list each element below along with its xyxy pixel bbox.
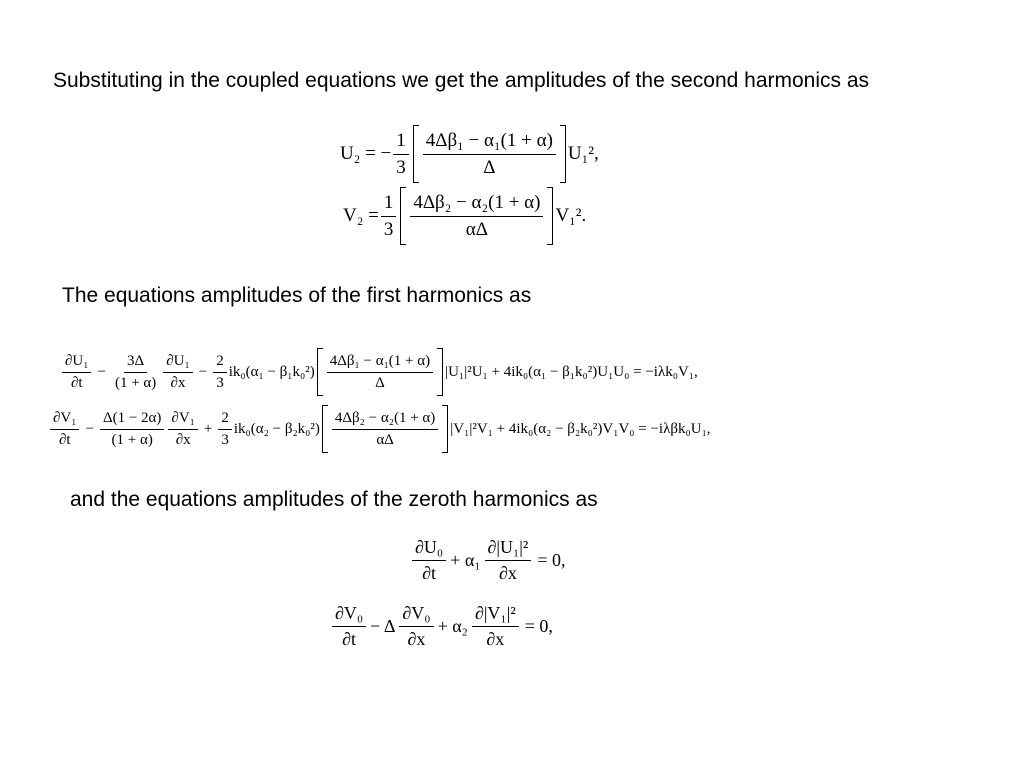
eq-v1-k-num: 2: [218, 410, 232, 430]
eq-u0-dt: [412, 537, 446, 584]
eq-v1-op2: +: [203, 420, 213, 437]
eq-v1-op1: −: [85, 420, 94, 437]
eq-u0-dx-num: ∂|U₁|²: [485, 537, 532, 561]
eq-v1-coef: [100, 410, 164, 449]
eq-v0-dx-den: ∂x: [407, 628, 426, 649]
eq-u1-tail: |U₁|²U₁ + 4ik₀(α₁ − β₁k₀²)U₁U₀ = −iλk₀V₁,: [445, 363, 698, 380]
eq-v0-dx2: [472, 603, 519, 650]
eq-v0-dx: [399, 603, 433, 650]
eq-v1-dt-num: ∂V₁: [50, 410, 79, 430]
zeroth-harmonics-text: and the equations amplitudes of the zeroth harmonics as: [70, 488, 598, 511]
right-bracket: [437, 348, 443, 396]
equation-u2: [340, 122, 599, 186]
eq-u1-k: [213, 353, 227, 392]
eq-v1-k: [218, 410, 232, 449]
equation-v1: [48, 401, 711, 457]
equation-v0: [330, 598, 553, 654]
eq-v2-num: 4Δβ₂ − α₂(1 + α): [410, 192, 543, 217]
eq-u1-dx-den: ∂x: [170, 374, 186, 391]
eq-v1-bracket-fraction: [332, 410, 438, 449]
eq-v1-b-den: αΔ: [376, 431, 394, 448]
eq-u1-coef: [112, 353, 159, 392]
eq-v1-k-den: 3: [221, 431, 229, 448]
eq-u1-mid: ik₀(α₁ − β₁k₀²): [228, 363, 315, 380]
eq-v0-dt-num: ∂V₀: [332, 603, 366, 627]
eq-v1-dx-num: ∂V₁: [168, 410, 197, 430]
eq-v1-dt-den: ∂t: [58, 431, 71, 448]
right-bracket: [547, 187, 553, 245]
eq-v1-coef-den: (1 + α): [111, 431, 153, 448]
eq-u1-coef-den: (1 + α): [114, 374, 157, 391]
eq-v1-mid: ik₀(α₂ − β₂k₀²): [233, 420, 320, 437]
eq-u1-dt: [62, 353, 91, 392]
eq-v1-b-num: 4Δβ₂ − α₂(1 + α): [332, 410, 438, 430]
eq-v1-coef-num: Δ(1 − 2α): [100, 410, 164, 430]
eq-v0-dt: [332, 603, 366, 650]
eq-u0-tail: = 0,: [537, 549, 566, 570]
equation-u0: [410, 532, 565, 588]
left-bracket: [317, 348, 323, 396]
equation-u1: [60, 344, 698, 400]
eq-u1-dt-num: ∂U₁: [62, 353, 91, 373]
eq-v0-tail: = 0,: [524, 615, 553, 636]
eq-u1-k-den: 3: [216, 374, 224, 391]
eq-u2-tail: U₁²,: [567, 143, 599, 164]
eq-u1-op2: −: [198, 363, 208, 380]
eq-v1-dx-den: ∂x: [175, 431, 191, 448]
eq-u2-coef-num: 1: [393, 130, 409, 155]
eq-u0-dx: [485, 537, 532, 584]
eq-u2-coef-den: 3: [396, 156, 406, 178]
eq-u2-den: Δ: [483, 156, 496, 178]
eq-v0-dx2-num: ∂|V₁|²: [472, 603, 519, 627]
eq-u1-bracket-fraction: [327, 353, 433, 392]
eq-v1-dx: [168, 410, 197, 449]
eq-v2-coef: [381, 192, 397, 241]
first-harmonics-text: The equations amplitudes of the first harmonics as: [62, 284, 532, 307]
left-bracket: [322, 405, 328, 453]
eq-u0-dx-den: ∂x: [498, 562, 517, 583]
eq-v0-mid1: − Δ: [370, 615, 396, 636]
eq-u0-dt-den: ∂t: [422, 562, 437, 583]
eq-v2-coef-num: 1: [381, 192, 397, 217]
eq-v0-mid2: + α₂: [437, 615, 468, 636]
eq-u2-lhs: U₂ = −: [340, 143, 392, 164]
eq-u1-b-den: Δ: [375, 374, 385, 391]
left-bracket: [400, 187, 406, 245]
eq-v2-tail: V₁².: [555, 205, 587, 226]
eq-v2-den: αΔ: [465, 218, 488, 240]
intro-text: Substituting in the coupled equations we get the amplitudes of the second harmonics as: [53, 69, 870, 92]
eq-u0-mid: + α₁: [450, 549, 481, 570]
eq-u1-dx-num: ∂U₁: [163, 353, 192, 373]
eq-u1-coef-num: 3Δ: [124, 353, 147, 373]
eq-u1-b-num: 4Δβ₁ − α₁(1 + α): [327, 353, 433, 373]
equation-v2: [343, 184, 586, 248]
eq-u0-dt-num: ∂U₀: [412, 537, 446, 561]
eq-v2-coef-den: 3: [383, 218, 394, 240]
eq-u2-num: 4Δβ₁ − α₁(1 + α): [423, 130, 556, 155]
eq-u2-coef: [393, 130, 409, 179]
eq-u1-k-num: 2: [213, 353, 227, 373]
eq-v0-dx2-den: ∂x: [486, 628, 505, 649]
eq-u1-dt-den: ∂t: [70, 374, 83, 391]
eq-v0-dt-den: ∂t: [342, 628, 357, 649]
eq-v1-dt: [50, 410, 79, 449]
eq-v1-tail: |V₁|²V₁ + 4ik₀(α₂ − β₂k₀²)V₁V₀ = −iλβk₀U₁,: [450, 420, 711, 437]
right-bracket: [442, 405, 448, 453]
eq-u2-fraction: [423, 130, 556, 179]
eq-u1-op1: −: [97, 363, 106, 380]
eq-u1-dx: [163, 353, 192, 392]
eq-v2-fraction: [410, 192, 543, 241]
eq-v2-lhs: V₂ =: [343, 205, 379, 226]
left-bracket: [413, 125, 419, 183]
right-bracket: [560, 125, 566, 183]
eq-v0-dx-num: ∂V₀: [399, 603, 433, 627]
